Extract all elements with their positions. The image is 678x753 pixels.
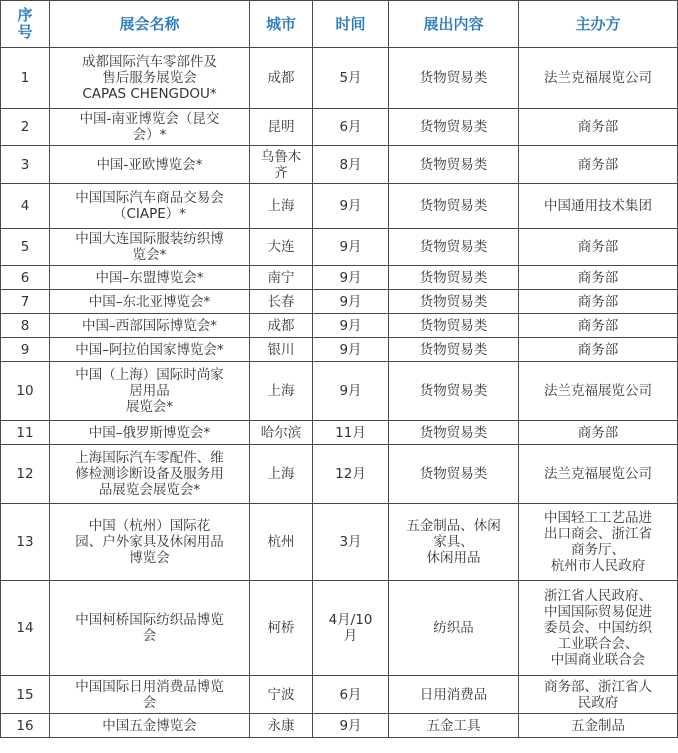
cell-no: 6: [1, 266, 50, 290]
table-row: [1, 48, 678, 109]
cell-content: 货物贸易类: [389, 445, 519, 504]
cell-time: 5月: [313, 48, 389, 109]
cell-city: 上海: [250, 184, 313, 229]
cell-content: 货物贸易类: [389, 338, 519, 362]
cell-city: 南宁: [250, 266, 313, 290]
cell-time: 9月: [313, 184, 389, 229]
header-row: [1, 1, 678, 48]
cell-city: 银川: [250, 338, 313, 362]
cell-name: 中国五金博览会: [50, 714, 250, 738]
cell-content: 货物贸易类: [389, 362, 519, 421]
table-row: [1, 290, 678, 314]
cell-time: 6月: [313, 109, 389, 146]
cell-content: 货物贸易类: [389, 229, 519, 266]
cell-city: 上海: [250, 362, 313, 421]
cell-organizer: 中国轻工工艺品进 出口商会、浙江省 商务厅、 杭州市人民政府: [519, 504, 678, 581]
cell-time: 3月: [313, 504, 389, 581]
table-row: [1, 362, 678, 421]
cell-time: 9月: [313, 362, 389, 421]
cell-city: 柯桥: [250, 581, 313, 676]
cell-no: 12: [1, 445, 50, 504]
cell-content: 货物贸易类: [389, 290, 519, 314]
cell-name: 中国–西部国际博览会*: [50, 314, 250, 338]
cell-organizer: 商务部: [519, 421, 678, 445]
cell-organizer: 商务部: [519, 314, 678, 338]
table-body: [1, 48, 678, 738]
cell-name: 中国（上海）国际时尚家 居用品 展览会*: [50, 362, 250, 421]
cell-no: 16: [1, 714, 50, 738]
cell-content: 货物贸易类: [389, 314, 519, 338]
cell-no: 8: [1, 314, 50, 338]
cell-organizer: 商务部: [519, 229, 678, 266]
cell-time: 9月: [313, 290, 389, 314]
table-row: [1, 184, 678, 229]
cell-no: 14: [1, 581, 50, 676]
cell-city: 成都: [250, 48, 313, 109]
cell-organizer: 商务部: [519, 338, 678, 362]
cell-no: 2: [1, 109, 50, 146]
cell-content: 五金制品、休闲 家具、 休闲用品: [389, 504, 519, 581]
cell-content: 日用消费品: [389, 676, 519, 714]
cell-no: 7: [1, 290, 50, 314]
cell-content: 货物贸易类: [389, 48, 519, 109]
table-row: [1, 714, 678, 738]
cell-time: 9月: [313, 714, 389, 738]
cell-organizer: 法兰克福展览公司: [519, 445, 678, 504]
cell-name: 中国–东北亚博览会*: [50, 290, 250, 314]
cell-name: 中国–东盟博览会*: [50, 266, 250, 290]
cell-time: 4月/10 月: [313, 581, 389, 676]
cell-name: 上海国际汽车零配件、维 修检测诊断设备及服务用 品展览会展览会*: [50, 445, 250, 504]
cell-content: 五金工具: [389, 714, 519, 738]
cell-content: 货物贸易类: [389, 109, 519, 146]
cell-time: 9月: [313, 229, 389, 266]
cell-organizer: 中国通用技术集团: [519, 184, 678, 229]
cell-name: 中国–阿拉伯国家博览会*: [50, 338, 250, 362]
table-row: [1, 581, 678, 676]
cell-time: 8月: [313, 146, 389, 184]
cell-organizer: 商务部: [519, 266, 678, 290]
cell-content: 货物贸易类: [389, 184, 519, 229]
cell-content: 货物贸易类: [389, 266, 519, 290]
cell-no: 10: [1, 362, 50, 421]
table-row: [1, 676, 678, 714]
cell-no: 3: [1, 146, 50, 184]
cell-city: 哈尔滨: [250, 421, 313, 445]
cell-content: 货物贸易类: [389, 146, 519, 184]
header-content: 展出内容: [389, 1, 519, 48]
cell-no: 11: [1, 421, 50, 445]
cell-no: 9: [1, 338, 50, 362]
cell-organizer: 法兰克福展览公司: [519, 48, 678, 109]
cell-organizer: 法兰克福展览公司: [519, 362, 678, 421]
cell-no: 15: [1, 676, 50, 714]
table-row: [1, 229, 678, 266]
cell-name: 中国大连国际服装纺织博 览会*: [50, 229, 250, 266]
header-organizer: 主办方: [519, 1, 678, 48]
cell-organizer: 商务部、浙江省人 民政府: [519, 676, 678, 714]
cell-name: 中国-亚欧博览会*: [50, 146, 250, 184]
cell-name: 中国柯桥国际纺织品博览 会: [50, 581, 250, 676]
cell-city: 长春: [250, 290, 313, 314]
table-row: [1, 338, 678, 362]
table-row: [1, 504, 678, 581]
cell-name: 中国–俄罗斯博览会*: [50, 421, 250, 445]
header-city: 城市: [250, 1, 313, 48]
cell-organizer: 浙江省人民政府、 中国国际贸易促进 委员会、中国纺织 工业联合会、 中国商业联合会: [519, 581, 678, 676]
table-row: [1, 109, 678, 146]
cell-city: 成都: [250, 314, 313, 338]
cell-no: 5: [1, 229, 50, 266]
cell-organizer: 商务部: [519, 109, 678, 146]
cell-content: 货物贸易类: [389, 421, 519, 445]
cell-name: 成都国际汽车零部件及 售后服务展览会 CAPAS CHENGDOU*: [50, 48, 250, 109]
table-row: [1, 314, 678, 338]
table-row: [1, 421, 678, 445]
cell-name: 中国-南亚博览会（昆交 会）*: [50, 109, 250, 146]
cell-city: 乌鲁木 齐: [250, 146, 313, 184]
header-no: 序 号: [1, 1, 50, 48]
table-row: [1, 266, 678, 290]
cell-time: 11月: [313, 421, 389, 445]
cell-organizer: 商务部: [519, 290, 678, 314]
cell-time: 9月: [313, 314, 389, 338]
cell-city: 大连: [250, 229, 313, 266]
cell-no: 1: [1, 48, 50, 109]
table-row: [1, 146, 678, 184]
cell-time: 12月: [313, 445, 389, 504]
cell-city: 昆明: [250, 109, 313, 146]
cell-name: 中国国际汽车商品交易会 （CIAPE）*: [50, 184, 250, 229]
cell-time: 9月: [313, 266, 389, 290]
table-row: [1, 445, 678, 504]
cell-city: 杭州: [250, 504, 313, 581]
cell-no: 13: [1, 504, 50, 581]
cell-organizer: 商务部: [519, 146, 678, 184]
header-name: 展会名称: [50, 1, 250, 48]
cell-name: 中国国际日用消费品博览 会: [50, 676, 250, 714]
cell-city: 宁波: [250, 676, 313, 714]
cell-content: 纺织品: [389, 581, 519, 676]
cell-time: 9月: [313, 338, 389, 362]
cell-time: 6月: [313, 676, 389, 714]
cell-name: 中国（杭州）国际花 园、户外家具及休闲用品 博览会: [50, 504, 250, 581]
cell-organizer: 五金制品: [519, 714, 678, 738]
cell-city: 上海: [250, 445, 313, 504]
cell-city: 永康: [250, 714, 313, 738]
header-time: 时间: [313, 1, 389, 48]
cell-no: 4: [1, 184, 50, 229]
